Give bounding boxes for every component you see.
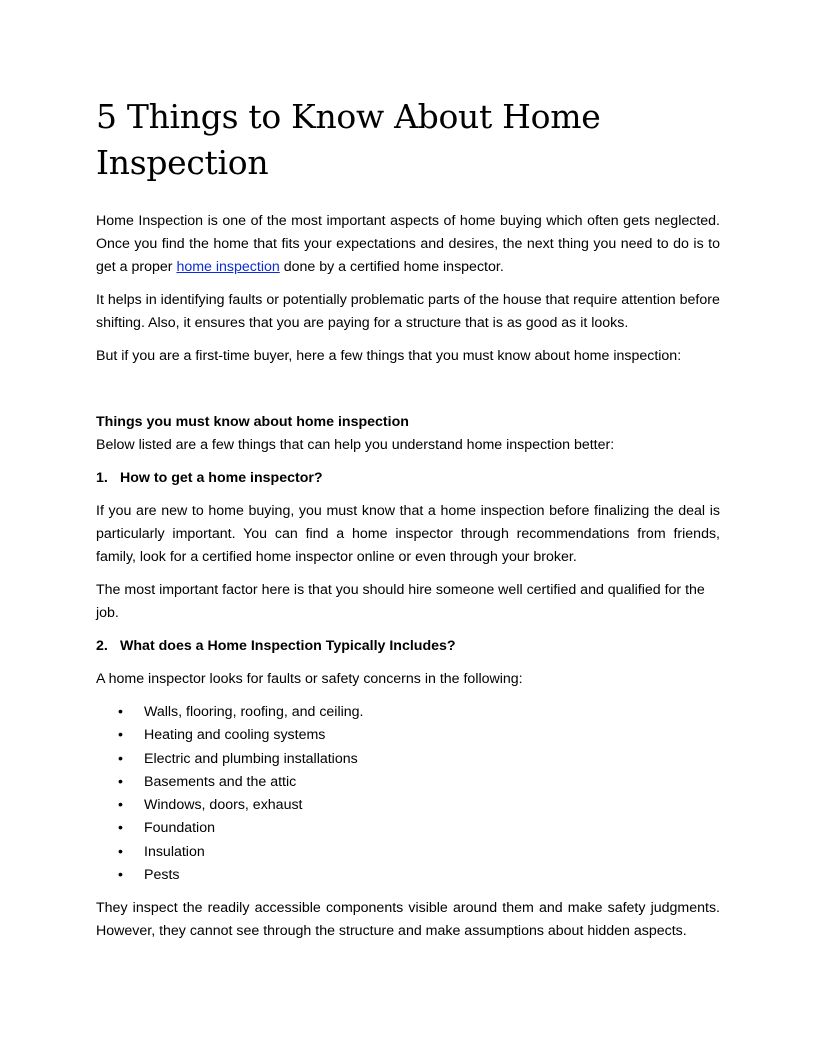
bullet-icon: • <box>118 773 123 790</box>
list-item-text: Foundation <box>144 820 215 837</box>
list-item <box>96 771 720 794</box>
intro-paragraph-3: But if you are a first-time buyer, here a few things that you must know about home inspection: <box>96 348 682 364</box>
bullet-icon: • <box>118 727 123 744</box>
list-item-text: Pests <box>144 867 180 884</box>
list-item <box>96 724 720 747</box>
document-title: 5 Things to Know About Home Inspection <box>96 97 601 182</box>
item-2-closing-paragraph: They inspect the readily accessible components visible around them and make safety judgments. However, they cannot see through the structure and make assumptions about hidden aspects. <box>96 900 720 940</box>
home-inspection-link[interactable]: home inspection <box>176 259 280 275</box>
bullet-icon: • <box>118 750 123 767</box>
list-item <box>96 817 720 840</box>
list-item-text: Windows, doors, exhaust <box>144 797 303 814</box>
list-item-text: Walls, flooring, roofing, and ceiling. <box>144 704 364 720</box>
list-item <box>96 701 720 724</box>
item-1-number: 1. <box>96 470 108 486</box>
section-lead: Below listed are a few things that can help you understand home inspection better: <box>96 437 615 453</box>
intro-paragraph-1 <box>96 210 720 279</box>
list-item-text: Heating and cooling systems <box>144 727 326 744</box>
intro-text-before-link: Home Inspection is one of the most important aspects of home buying which often gets neglected. Once you find the home that fits your expectations and desires, the next thing you need to do is to get a proper <box>96 213 720 275</box>
intro-paragraph-2: It helps in identifying faults or potentially problematic parts of the house that require attention before shifting. Also, it ensures that you are paying for a structure that is as good as it looks. <box>96 292 720 331</box>
intro-text-after-link: done by a certified home inspector. <box>279 259 504 275</box>
list-item-text: Insulation <box>144 843 205 860</box>
bullet-icon: • <box>118 820 123 837</box>
item-1-heading-text: How to get a home inspector? <box>120 470 323 486</box>
list-item <box>96 841 720 864</box>
inspection-items-list <box>96 701 720 887</box>
section-heading: Things you must know about home inspection <box>96 414 409 430</box>
list-item <box>96 794 720 817</box>
item-1-paragraph-2: The most important factor here is that you should hire someone well certified and qualified for the job. <box>96 582 705 621</box>
list-item <box>96 864 720 887</box>
list-item-text: Basements and the attic <box>144 773 297 790</box>
item-2-number: 2. <box>96 638 108 654</box>
item-1-heading <box>96 467 720 490</box>
item-2-lead: A home inspector looks for faults or safety concerns in the following: <box>96 671 523 687</box>
bullet-icon: • <box>118 843 123 860</box>
list-item <box>96 748 720 771</box>
list-item-text: Electric and plumbing installations <box>144 750 358 767</box>
bullet-icon: • <box>118 797 123 814</box>
item-2-heading <box>96 635 720 658</box>
item-2-heading-text: What does a Home Inspection Typically Includes? <box>120 638 456 654</box>
item-1-paragraph-1: If you are new to home buying, you must know that a home inspection before finalizing the deal is particularly important. You can find a home inspector through recommendations from friends, family, look for a certified home inspector online or even through your broker. <box>96 503 720 565</box>
bullet-icon: • <box>118 867 123 884</box>
bullet-icon: • <box>118 704 123 720</box>
